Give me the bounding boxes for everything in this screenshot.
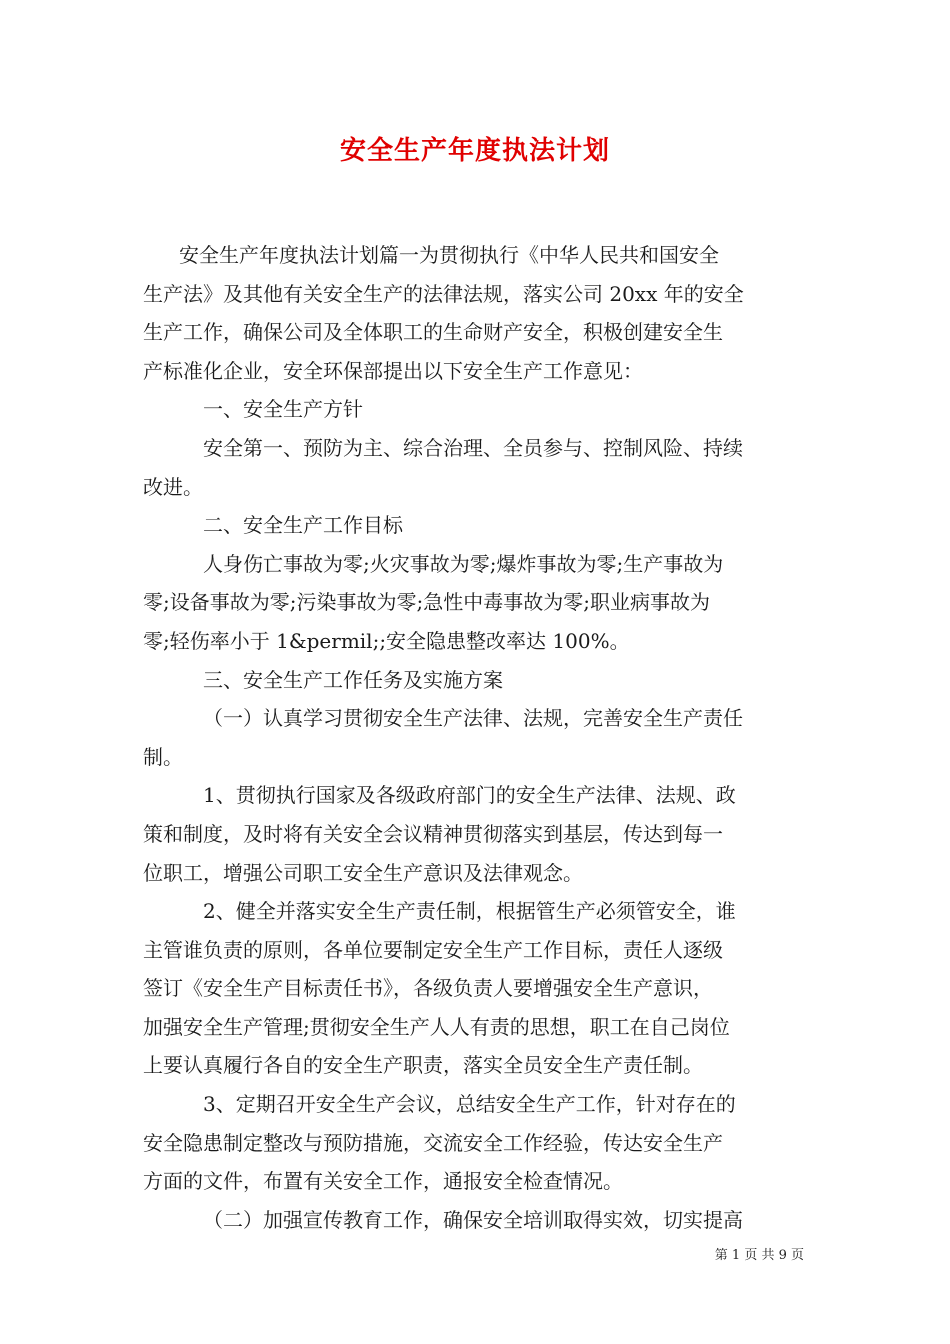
paragraph-line: 2、健全并落实安全生产责任制，根据管生产必须管安全，谁 [203, 899, 736, 924]
section-heading: 二、安全生产工作目标 [203, 513, 403, 538]
paragraph-line: 产标准化企业，安全环保部提出以下安全生产工作意见： [143, 358, 643, 383]
paragraph-line: 人身伤亡事故为零;火灾事故为零;爆炸事故为零;生产事故为 [203, 551, 724, 576]
section-heading: 三、安全生产工作任务及实施方案 [203, 667, 503, 692]
document-body [143, 236, 807, 1239]
paragraph-line: 安全第一、预防为主、综合治理、全员参与、控制风险、持续 [203, 435, 743, 460]
paragraph-line: 生产法》及其他有关安全生产的法律法规，落实公司 20xx 年的安全 [143, 281, 744, 306]
paragraph-line: 主管谁负责的原则，各单位要制定安全生产工作目标，责任人逐级 [143, 937, 723, 962]
paragraph-line: 1、贯彻执行国家及各级政府部门的安全生产法律、法规、政 [203, 783, 736, 808]
paragraph-line: 签订《安全生产目标责任书》，各级负责人要增强安全生产意识， [143, 976, 713, 1001]
paragraph-line: 上要认真履行各自的安全生产职责，落实全员安全生产责任制。 [143, 1053, 703, 1078]
paragraph-line: （二）加强宣传教育工作，确保安全培训取得实效，切实提高 [203, 1207, 743, 1232]
paragraph-line: 制。 [143, 744, 183, 769]
paragraph-line: 零;轻伤率小于 1&permil;;安全隐患整改率达 100%。 [143, 628, 630, 653]
paragraph-line: 安全隐患制定整改与预防措施，交流安全工作经验，传达安全生产 [143, 1130, 723, 1155]
page-number: 第 1 页 共 9 页 [714, 1248, 804, 1263]
paragraph-line: 策和制度，及时将有关安全会议精神贯彻落实到基层，传达到每一 [143, 821, 723, 846]
document-title: 安全生产年度执法计划 [339, 136, 610, 166]
paragraph-line: 改进。 [143, 474, 203, 499]
paragraph-line: 3、定期召开安全生产会议，总结安全生产工作，针对存在的 [203, 1092, 736, 1117]
paragraph-line: 零;设备事故为零;污染事故为零;急性中毒事故为零;职业病事故为 [143, 590, 710, 615]
paragraph-line: 方面的文件，布置有关安全工作，通报安全检查情况。 [143, 1169, 623, 1194]
paragraph-line: 位职工，增强公司职工安全生产意识及法律观念。 [143, 860, 583, 885]
section-heading: 一、安全生产方针 [203, 397, 363, 422]
paragraph-line: 生产工作，确保公司及全体职工的生命财产安全，积极创建安全生 [143, 320, 723, 345]
paragraph-line: （一）认真学习贯彻安全生产法律、法规，完善安全生产责任 [203, 706, 743, 731]
paragraph-line: 加强安全生产管理;贯彻安全生产人人有责的思想，职工在自己岗位 [143, 1014, 730, 1039]
paragraph-line: 安全生产年度执法计划篇一为贯彻执行《中华人民共和国安全 [179, 243, 719, 267]
